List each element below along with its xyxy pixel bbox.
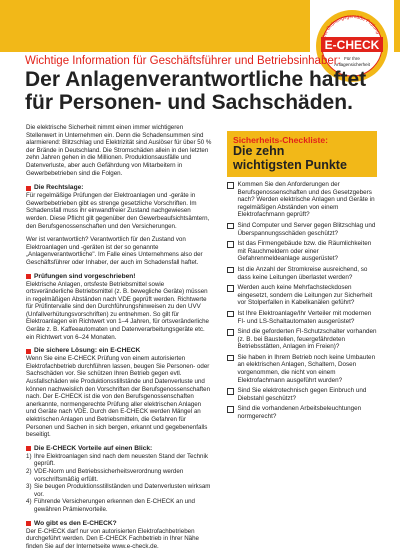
section-heading: Die E-CHECK Vorteile auf einen Blick: [26,445,212,453]
bullet-square-icon [26,186,31,191]
checkbox-icon [227,355,234,362]
checkbox-icon [227,329,234,336]
headline-line-1: Der Anlagenverantwortliche haftet [25,68,367,91]
checklist-item: Sie haben in Ihrem Betrieb noch keine Umbauten an elektrischen Anlagen, Schaltern, Dosen vorgenommen, die nicht von einem Elektrofachmann ausgeführt wurden? [227,354,377,384]
list-item: 3) Sie beugen Produktionsstillständen und Datenverlusten wirksam vor. [26,483,211,498]
section-paragraph: Elektrische Anlagen, ortsfeste Betriebsmittel sowie ortsveränderliche Betriebsmittel (z. B. bewegliche Geräte) müssen in regelmäßigen Abständen nach VDE geprüft werden. Richtwerte für Prüfintervalle sind den Durchführungshinweisen zu den UVV (Unfallverhütungsvorschriften) zu entnehmen. So gilt für Elektroanlagen ein Richtwert von 1–4 Jahren, für ortsveränderliche Geräte z. B. Kaffeeautomaten und Datenverarbeitungsgeräte etc. ein Richtwert von 6–24 Monaten. [26,280,209,341]
section-pruefungen [26,273,212,342]
checkbox-icon [227,267,234,274]
checklist-items [227,181,377,421]
checkbox-icon [227,388,234,395]
section-heading: Prüfungen sind vorgeschrieben! [26,273,212,281]
list-item: 2) VDE-Norm und Betriebssicherheitsverordnung werden vorschriftsmäßig erfüllt. [26,467,184,483]
section-paragraph: Für regelmäßige Prüfungen der Elektroanlagen und -geräte in Gewerbebetrieben gibt es strenge gesetzliche Vorschriften. Im Schadensfall muss ihr einwandfreier Zustand nachgewiesen werden. Diese Pflicht gilt gegenüber den Gewerbeaufsichtsämtern, den Berufsgenossenschaften und den Versicherungen. [26,192,210,230]
benefits-list [26,453,212,514]
checkbox-icon [227,285,234,292]
main-column [26,124,212,550]
header-kicker: Wichtige Information für Geschäftsführer und Betriebsinhaber: [25,55,341,67]
bullet-square-icon [26,274,31,279]
checkbox-icon [227,311,234,318]
section-wo [26,520,212,550]
seal-line1: Für Ihre [344,56,360,61]
section-rechtslage [26,184,212,266]
seal-brand: E-CHECK [324,38,380,52]
checklist-title-line-1: Die zehn [233,144,285,158]
section-loesung [26,347,212,439]
section-vorteile [26,445,212,514]
section-paragraph: Wenn Sie eine E-CHECK Prüfung von einem autorisierten Elektrofachbetrieb durchführen lassen, beugen Sie Personen- oder Sachschäden vor. Sie schützen Ihren Betrieb gegen evtl. Ausfallschäden wie Produktionsstillstände und Datenverluste und können nachweislich den Vorschriften der Berufsgenossenschaften nach. Der E-CHECK ist die von den Berufsgenossenschaften anerkannte, normengerechte Prüfung aller elektrischen Anlagen und Geräte nach VDE. Durch den E-CHECK werden Mängel an elektrischen Anlagen und Betriebsmitteln, die Gefahren für Personen und Sachen in sich bergen, erkannt und gegebenenfalls beseitigt. [26,355,211,439]
bullet-square-icon [26,349,31,354]
checklist-item: Sind die geforderten FI-Schutzschalter vorhanden (z. B. bei Baustellen, feuergefährdeten Betriebsstätten, Anlagen im Freien)? [227,328,377,351]
bullet-square-icon [26,521,31,526]
intro-paragraph: Die elektrische Sicherheit nimmt einen immer wichtigeren Stellenwert in Unternehmen ein. Denn die Schadensummen sind alarmierend: Blitzschlag und Elektrizität sind Auslöser für über 50 % der Brände in Deutschland. Die Stromschäden allein in den letzten zehn Jahren gehen in die Millionen. Produktionsausfälle und Datenverluste, aber auch Gefährdung von Mitarbeitern in Gewerbebetrieben sind die Folgen. [26,124,212,177]
bullet-square-icon [26,446,31,451]
list-item: 1) Ihre Elektroanlagen sind nach dem neuesten Stand der Technik geprüft. [26,452,208,468]
section-paragraph: Der E-CHECK darf nur von autorisierten Elektrofachbetrieben durchgeführt werden. Den E-CHECK Fachbetrieb in Ihrer Nähe finden Sie auf der Internetseite www.e-check.de. [26,527,199,550]
section-heading: Die sichere Lösung: ein E-CHECK [26,347,212,355]
checklist-item: Sind die vorhandenen Arbeitsbeleuchtungen normgerecht? [227,405,377,420]
checklist-item: Kommen Sie den Anforderungen der Berufsgenossenschaften und des Gesetzgebers nach? Werden elektrische Anlagen und Geräte in regelmäßigen Abständen von einem Elektrofachmann geprüft? [227,181,377,219]
checklist-item: Ist Ihre Elektroanlage/Ihr Verteiler mit modernen FI- und LS-Schaltautomaten ausgerüstet? [227,310,377,325]
section-heading: Die Rechtslage: [26,184,212,192]
checklist-kicker: Sicherheits-Checkliste: [233,135,329,145]
checkbox-icon [227,406,234,413]
seal-ring-text: er Ordnungsgemäße Prüfung [322,13,382,37]
seal-line2: Anlagensicherheit [334,62,370,67]
section-paragraph: Wer ist verantwortlich? Verantwortlich für den Zustand von Elektroanlagen und -geräten ist der so genannte „Anlagenverantwortliche". Im Falle eines Unternehmens also der Geschäftsführer oder Inhaber, der auch im Schadensfall haftet. [26,236,203,266]
checkbox-icon [227,241,234,248]
page-header [25,54,385,114]
checklist-item: Ist die Anzahl der Stromkreise ausreichend, so dass keine Leitungen überlastet werden? [227,266,377,281]
checklist-box [227,131,377,424]
checklist-item: Werden auch keine Mehrfachsteckdosen eingesetzt, sondern die Leitungen zur Sicherheit vor Stolperfallen in Kabelkanälen geführt? [227,284,377,307]
checklist-item: Ist das Firmengebäude bzw. die Räumlichkeiten mit Rauchmeldern oder einer Gefahrenmeldeanlage ausgerüstet? [227,240,377,263]
checklist-header [227,131,377,177]
checklist-item: Sind Computer und Server gegen Blitzschlag und Überspannungsschäden geschützt? [227,222,377,237]
checkbox-icon [227,223,234,230]
list-item: 4) Führende Versicherungen erkennen den E-CHECK an und gewähren Prämienvorteile. [26,498,195,513]
section-heading: Wo gibt es den E-CHECK? [26,520,212,528]
checklist-title-line-2: wichtigsten Punkte [233,157,347,172]
headline-line-2: für Personen- und Sachschäden. [25,91,353,114]
checklist-item: Sind Sie elektrotechnisch gegen Einbruch und Diebstahl geschützt? [227,387,377,402]
checkbox-icon [227,182,234,189]
